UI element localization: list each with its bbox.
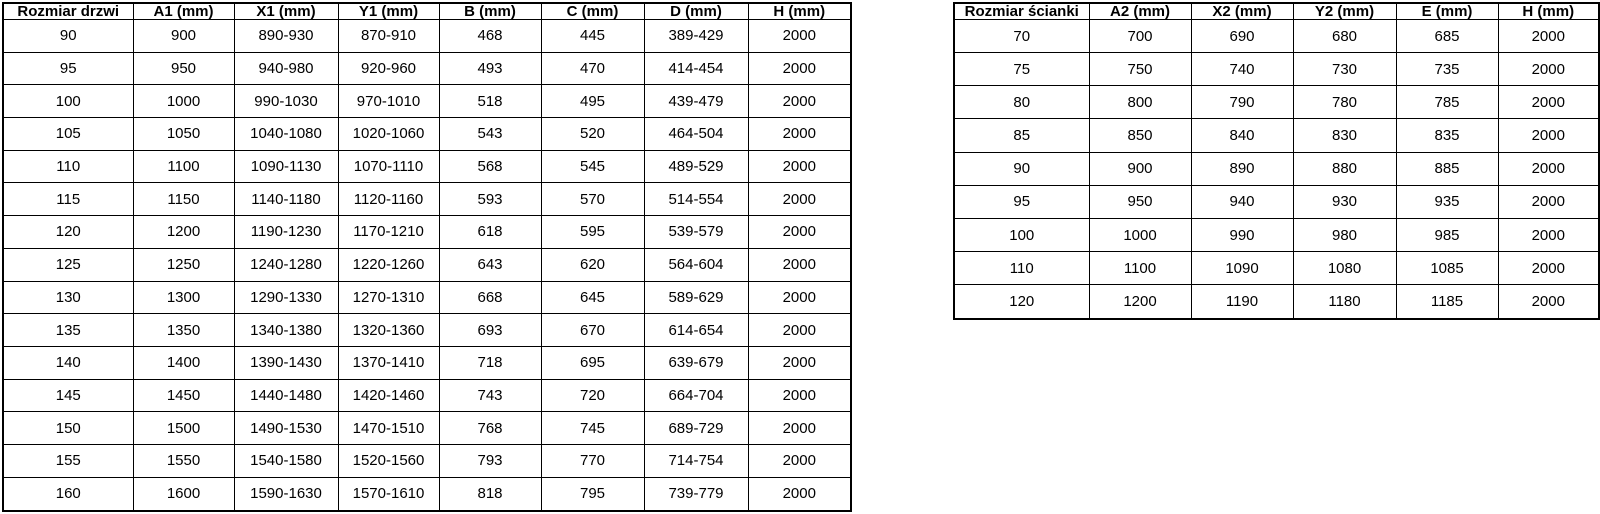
table-row xyxy=(3,346,851,379)
table-row xyxy=(954,285,1599,319)
door-table-cell: 140 xyxy=(3,346,133,379)
panel-table-cell: 1090 xyxy=(1191,252,1293,285)
door-table-cell: 870-910 xyxy=(338,20,439,53)
door-table-cell: 745 xyxy=(541,412,644,445)
table-row xyxy=(3,216,851,249)
door-table-cell: 115 xyxy=(3,183,133,216)
panel-table-cell: 950 xyxy=(1089,185,1191,218)
panel-column-header: Y2 (mm) xyxy=(1293,3,1396,20)
table-row xyxy=(3,118,851,151)
panel-table-cell: 690 xyxy=(1191,20,1293,53)
panel-column-header: E (mm) xyxy=(1396,3,1498,20)
door-table-cell: 1200 xyxy=(133,216,234,249)
door-table-body xyxy=(3,20,851,512)
door-table-cell: 439-479 xyxy=(644,85,748,118)
panel-table-cell: 2000 xyxy=(1498,218,1599,251)
door-table-cell: 2000 xyxy=(748,346,851,379)
door-table-cell: 618 xyxy=(439,216,541,249)
panel-table-cell: 95 xyxy=(954,185,1089,218)
table-row xyxy=(3,150,851,183)
door-table-cell: 1300 xyxy=(133,281,234,314)
panel-table-cell: 730 xyxy=(1293,53,1396,86)
door-column-header: Rozmiar drzwi xyxy=(3,3,133,20)
table-row xyxy=(954,218,1599,251)
table-row xyxy=(954,185,1599,218)
door-table-cell: 1090-1130 xyxy=(234,150,338,183)
door-table-cell: 130 xyxy=(3,281,133,314)
door-table-cell: 389-429 xyxy=(644,20,748,53)
door-table-cell: 920-960 xyxy=(338,52,439,85)
panel-table-cell: 835 xyxy=(1396,119,1498,152)
panel-table-cell: 70 xyxy=(954,20,1089,53)
panel-table-cell: 90 xyxy=(954,152,1089,185)
panel-table-cell: 1085 xyxy=(1396,252,1498,285)
door-table-cell: 514-554 xyxy=(644,183,748,216)
door-table-cell: 1490-1530 xyxy=(234,412,338,445)
panel-column-header: A2 (mm) xyxy=(1089,3,1191,20)
door-table-header-row xyxy=(3,3,851,20)
door-table-cell: 1470-1510 xyxy=(338,412,439,445)
table-row xyxy=(3,52,851,85)
door-table-cell: 155 xyxy=(3,444,133,477)
door-table-cell: 1170-1210 xyxy=(338,216,439,249)
door-column-header: C (mm) xyxy=(541,3,644,20)
table-row xyxy=(954,252,1599,285)
door-table-cell: 2000 xyxy=(748,216,851,249)
door-table-cell: 2000 xyxy=(748,477,851,511)
panel-table-cell: 1000 xyxy=(1089,218,1191,251)
table-row xyxy=(954,86,1599,119)
table-row xyxy=(3,477,851,511)
door-table-cell: 2000 xyxy=(748,118,851,151)
door-table-cell: 668 xyxy=(439,281,541,314)
panel-table-body xyxy=(954,20,1599,320)
door-table-cell: 1420-1460 xyxy=(338,379,439,412)
door-table-cell: 543 xyxy=(439,118,541,151)
door-table-cell: 689-729 xyxy=(644,412,748,445)
panel-table-cell: 980 xyxy=(1293,218,1396,251)
door-table-cell: 593 xyxy=(439,183,541,216)
door-table-cell: 2000 xyxy=(748,444,851,477)
panel-table-cell: 990 xyxy=(1191,218,1293,251)
door-table-cell: 1120-1160 xyxy=(338,183,439,216)
door-column-header: X1 (mm) xyxy=(234,3,338,20)
door-table-cell: 110 xyxy=(3,150,133,183)
door-table-cell: 1520-1560 xyxy=(338,444,439,477)
door-table-cell: 145 xyxy=(3,379,133,412)
door-table-cell: 570 xyxy=(541,183,644,216)
panel-table-header-row xyxy=(954,3,1599,20)
door-table-cell: 1550 xyxy=(133,444,234,477)
door-table-cell: 2000 xyxy=(748,412,851,445)
door-table-cell: 695 xyxy=(541,346,644,379)
table-row xyxy=(954,20,1599,53)
door-table-cell: 1020-1060 xyxy=(338,118,439,151)
door-table-cell: 520 xyxy=(541,118,644,151)
door-table-cell: 414-454 xyxy=(644,52,748,85)
panel-table-cell: 1080 xyxy=(1293,252,1396,285)
door-table-cell: 2000 xyxy=(748,281,851,314)
panel-table-cell: 830 xyxy=(1293,119,1396,152)
panel-table-cell: 2000 xyxy=(1498,53,1599,86)
table-row xyxy=(954,152,1599,185)
door-table-cell: 100 xyxy=(3,85,133,118)
panel-table-cell: 735 xyxy=(1396,53,1498,86)
door-table-cell: 464-504 xyxy=(644,118,748,151)
panel-table-cell: 1180 xyxy=(1293,285,1396,319)
door-table-cell: 493 xyxy=(439,52,541,85)
door-column-header: Y1 (mm) xyxy=(338,3,439,20)
door-table-cell: 739-779 xyxy=(644,477,748,511)
door-table-cell: 818 xyxy=(439,477,541,511)
door-table-cell: 770 xyxy=(541,444,644,477)
door-table-cell: 120 xyxy=(3,216,133,249)
door-table-cell: 990-1030 xyxy=(234,85,338,118)
door-table-cell: 1220-1260 xyxy=(338,248,439,281)
panel-table-cell: 700 xyxy=(1089,20,1191,53)
door-table-cell: 445 xyxy=(541,20,644,53)
door-table-cell: 1050 xyxy=(133,118,234,151)
panel-column-header: Rozmiar ścianki xyxy=(954,3,1089,20)
panel-table-cell: 85 xyxy=(954,119,1089,152)
door-table-cell: 468 xyxy=(439,20,541,53)
panel-table-cell: 780 xyxy=(1293,86,1396,119)
panel-table-cell: 680 xyxy=(1293,20,1396,53)
panel-table-cell: 2000 xyxy=(1498,152,1599,185)
door-size-table xyxy=(2,2,852,512)
door-table-cell: 793 xyxy=(439,444,541,477)
door-table-cell: 2000 xyxy=(748,379,851,412)
door-table-cell: 1390-1430 xyxy=(234,346,338,379)
door-table-cell: 718 xyxy=(439,346,541,379)
wall-panel-size-table xyxy=(953,2,1600,320)
door-table-cell: 643 xyxy=(439,248,541,281)
door-column-header: A1 (mm) xyxy=(133,3,234,20)
panel-table-cell: 840 xyxy=(1191,119,1293,152)
door-table-cell: 1270-1310 xyxy=(338,281,439,314)
panel-table-cell: 850 xyxy=(1089,119,1191,152)
door-table-cell: 620 xyxy=(541,248,644,281)
door-table-cell: 1570-1610 xyxy=(338,477,439,511)
door-table-cell: 1290-1330 xyxy=(234,281,338,314)
door-table-cell: 1000 xyxy=(133,85,234,118)
panel-table-cell: 740 xyxy=(1191,53,1293,86)
door-table-cell: 125 xyxy=(3,248,133,281)
panel-table-cell: 2000 xyxy=(1498,119,1599,152)
door-table-cell: 90 xyxy=(3,20,133,53)
panel-table-cell: 940 xyxy=(1191,185,1293,218)
door-table-cell: 743 xyxy=(439,379,541,412)
door-table-cell: 639-679 xyxy=(644,346,748,379)
table-row xyxy=(3,20,851,53)
panel-table-cell: 880 xyxy=(1293,152,1396,185)
panel-table-cell: 935 xyxy=(1396,185,1498,218)
door-table-cell: 1340-1380 xyxy=(234,314,338,347)
panel-column-header: X2 (mm) xyxy=(1191,3,1293,20)
door-table-cell: 2000 xyxy=(748,85,851,118)
door-table-cell: 150 xyxy=(3,412,133,445)
panel-table-cell: 2000 xyxy=(1498,86,1599,119)
table-row xyxy=(3,85,851,118)
door-column-header: H (mm) xyxy=(748,3,851,20)
door-table-cell: 568 xyxy=(439,150,541,183)
panel-table-cell: 1185 xyxy=(1396,285,1498,319)
table-row xyxy=(3,379,851,412)
door-table-cell: 595 xyxy=(541,216,644,249)
door-table-cell: 1450 xyxy=(133,379,234,412)
door-table-cell: 2000 xyxy=(748,183,851,216)
door-table-cell: 1350 xyxy=(133,314,234,347)
table-row xyxy=(3,248,851,281)
door-table-cell: 900 xyxy=(133,20,234,53)
door-table-cell: 564-604 xyxy=(644,248,748,281)
door-table-cell: 890-930 xyxy=(234,20,338,53)
door-table-cell: 2000 xyxy=(748,52,851,85)
door-table-cell: 693 xyxy=(439,314,541,347)
door-table-cell: 664-704 xyxy=(644,379,748,412)
door-table-cell: 720 xyxy=(541,379,644,412)
panel-table-cell: 2000 xyxy=(1498,252,1599,285)
table-row xyxy=(3,183,851,216)
panel-table-cell: 80 xyxy=(954,86,1089,119)
door-table-cell: 1500 xyxy=(133,412,234,445)
panel-table-cell: 1200 xyxy=(1089,285,1191,319)
panel-table-cell: 685 xyxy=(1396,20,1498,53)
door-table-cell: 1250 xyxy=(133,248,234,281)
door-table-cell: 1440-1480 xyxy=(234,379,338,412)
panel-table-cell: 2000 xyxy=(1498,185,1599,218)
panel-table-cell: 2000 xyxy=(1498,20,1599,53)
door-table-cell: 970-1010 xyxy=(338,85,439,118)
panel-table-cell: 785 xyxy=(1396,86,1498,119)
door-table-cell: 135 xyxy=(3,314,133,347)
door-table-cell: 1240-1280 xyxy=(234,248,338,281)
door-table-cell: 1540-1580 xyxy=(234,444,338,477)
door-table-cell: 714-754 xyxy=(644,444,748,477)
door-table-cell: 1140-1180 xyxy=(234,183,338,216)
door-table-cell: 795 xyxy=(541,477,644,511)
door-table-cell: 768 xyxy=(439,412,541,445)
table-row xyxy=(3,444,851,477)
door-table-cell: 2000 xyxy=(748,248,851,281)
panel-table-cell: 100 xyxy=(954,218,1089,251)
panel-table-cell: 110 xyxy=(954,252,1089,285)
table-row xyxy=(3,412,851,445)
door-table-cell: 589-629 xyxy=(644,281,748,314)
door-table-cell: 1190-1230 xyxy=(234,216,338,249)
panel-table-cell: 1190 xyxy=(1191,285,1293,319)
door-table-cell: 1600 xyxy=(133,477,234,511)
table-row xyxy=(954,53,1599,86)
door-table-cell: 518 xyxy=(439,85,541,118)
door-table-cell: 1070-1110 xyxy=(338,150,439,183)
door-table-cell: 2000 xyxy=(748,20,851,53)
panel-table-cell: 750 xyxy=(1089,53,1191,86)
door-table-cell: 1100 xyxy=(133,150,234,183)
door-table-cell: 670 xyxy=(541,314,644,347)
door-table-cell: 1400 xyxy=(133,346,234,379)
panel-column-header: H (mm) xyxy=(1498,3,1599,20)
panel-table-cell: 885 xyxy=(1396,152,1498,185)
door-table-cell: 1040-1080 xyxy=(234,118,338,151)
door-table-cell: 950 xyxy=(133,52,234,85)
door-table-cell: 495 xyxy=(541,85,644,118)
panel-table-cell: 75 xyxy=(954,53,1089,86)
door-column-header: D (mm) xyxy=(644,3,748,20)
panel-table-cell: 2000 xyxy=(1498,285,1599,319)
panel-table-cell: 120 xyxy=(954,285,1089,319)
door-column-header: B (mm) xyxy=(439,3,541,20)
panel-table-cell: 800 xyxy=(1089,86,1191,119)
panel-table-cell: 930 xyxy=(1293,185,1396,218)
door-table-cell: 489-529 xyxy=(644,150,748,183)
door-table-cell: 1370-1410 xyxy=(338,346,439,379)
door-table-cell: 545 xyxy=(541,150,644,183)
door-table-cell: 2000 xyxy=(748,314,851,347)
door-table-cell: 645 xyxy=(541,281,644,314)
panel-table-cell: 985 xyxy=(1396,218,1498,251)
door-table-cell: 614-654 xyxy=(644,314,748,347)
panel-table-cell: 900 xyxy=(1089,152,1191,185)
door-table-cell: 105 xyxy=(3,118,133,151)
door-table-cell: 160 xyxy=(3,477,133,511)
panel-table-cell: 790 xyxy=(1191,86,1293,119)
door-table-cell: 940-980 xyxy=(234,52,338,85)
door-table-cell: 95 xyxy=(3,52,133,85)
panel-table-cell: 1100 xyxy=(1089,252,1191,285)
door-table-cell: 1320-1360 xyxy=(338,314,439,347)
door-table-cell: 1150 xyxy=(133,183,234,216)
table-row xyxy=(3,281,851,314)
door-table-cell: 1590-1630 xyxy=(234,477,338,511)
door-table-cell: 470 xyxy=(541,52,644,85)
door-table-cell: 539-579 xyxy=(644,216,748,249)
table-row xyxy=(3,314,851,347)
panel-table-cell: 890 xyxy=(1191,152,1293,185)
table-row xyxy=(954,119,1599,152)
door-table-cell: 2000 xyxy=(748,150,851,183)
